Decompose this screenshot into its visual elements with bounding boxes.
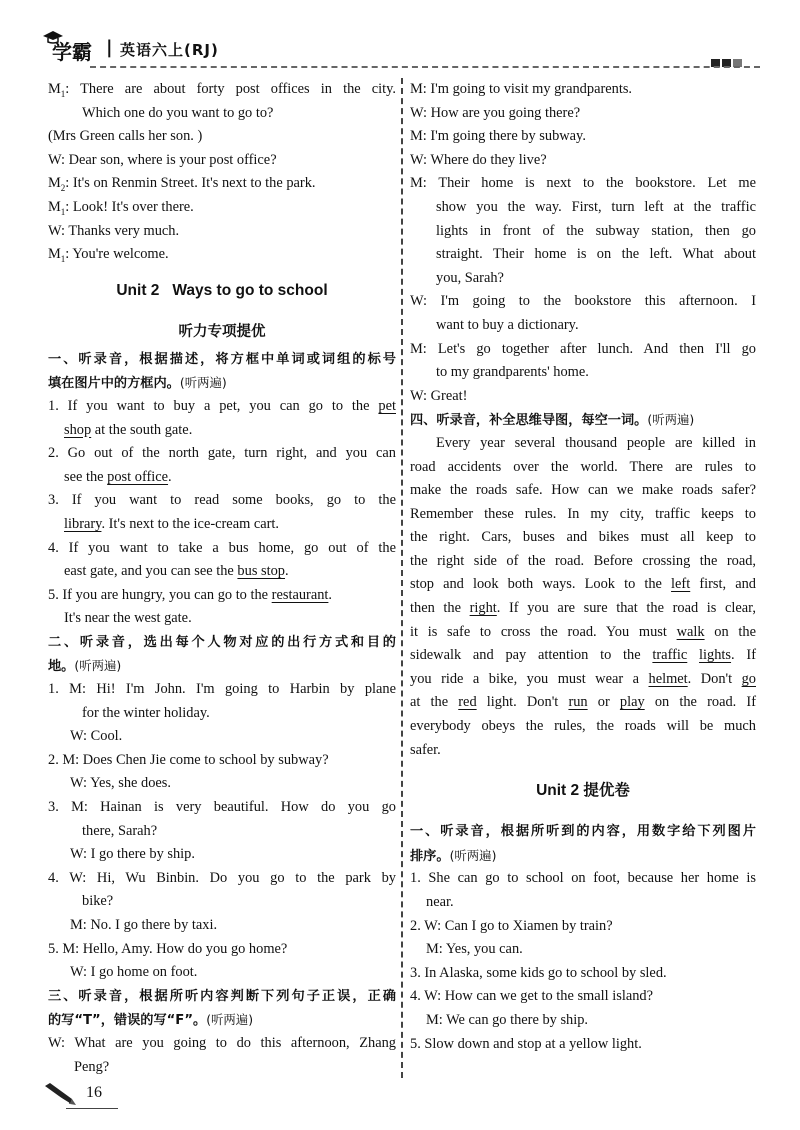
unit-title: Unit 2 Ways to go to school <box>116 281 328 299</box>
question-line: 4. W: How can we get to the small island? <box>410 988 653 1005</box>
question-line: It's near the west gate. <box>64 610 192 627</box>
dialogue-line: M: I'm going there by subway. <box>410 128 586 145</box>
text-line: (Mrs Green calls her son. ) <box>48 128 203 145</box>
unit-title: Unit 2 提优卷 <box>536 782 630 800</box>
passage-line: the right. Cars, buses and bikes must all keep to <box>410 529 756 546</box>
dialogue-line: Peng? <box>74 1058 110 1075</box>
book-subject: 英语六上(RJ) <box>120 41 219 59</box>
text-line: $M_1$: You're welcome. <box>48 246 169 265</box>
page-number: 16 <box>86 1084 102 1101</box>
column-divider <box>401 78 403 1078</box>
passage-line: at the red light. Don't run or play on the road. If <box>410 694 756 711</box>
section-heading: 的写“T”，错误的写“F”。(听两遍) <box>48 1012 254 1029</box>
dialogue-line: W: Where do they live? <box>410 151 547 168</box>
dialogue-line: bike? <box>82 893 114 910</box>
dialogue-line: 1. M: Hi! I'm John. I'm going to Harbin by plane <box>48 681 396 698</box>
dialogue-line: M: I'm going to visit my grandparents. <box>410 81 633 97</box>
dialogue-line: W: Cool. <box>70 728 123 745</box>
question-line: 2. Go out of the north gate, turn right, and you can <box>48 445 396 462</box>
passage-line: make the roads safe. How can we make roads safer? <box>410 482 756 499</box>
passage-line: Every year several thousand people are killed in <box>436 434 756 451</box>
section-subtitle: 听力专项提优 <box>178 323 266 340</box>
section-heading: 三、听录音，根据所听内容判断下列句子正误，正确 <box>48 988 396 1004</box>
passage-line: Remember these rules. In my city, traffic keeps to <box>410 505 756 522</box>
dialogue-line: W: Great! <box>410 387 468 404</box>
section-heading: 二、听录音，选出每个人物对应的出行方式和目的 <box>48 634 396 650</box>
passage-line: everybody obeys the rules, the roads will be much <box>410 718 756 735</box>
footer-rule <box>66 1108 118 1109</box>
dialogue-line: there, Sarah? <box>82 822 158 839</box>
dialogue-line: W: I go home on foot. <box>70 964 198 981</box>
dialogue-line: W: I'm going to the bookstore this afternoon. I <box>410 293 756 310</box>
header-decoration <box>709 54 742 72</box>
section-heading: 地。(听两遍) <box>48 658 122 675</box>
question-line: M: We can go there by ship. <box>426 1011 589 1028</box>
dialogue-line: M: Let's go together after lunch. And then I'll go <box>410 340 756 357</box>
section-heading: 一、听录音，根据描述，将方框中单词或词组的标号 <box>48 351 396 367</box>
dialogue-line: to my grandparents' home. <box>436 364 589 381</box>
dialogue-line: W: Yes, she does. <box>70 775 171 792</box>
dialogue-line: you, Sarah? <box>436 269 504 286</box>
passage-line: road accidents over the world. There are rules to <box>410 458 756 475</box>
text-line: $M_1$: There are about forty post offices in the city. <box>48 81 396 99</box>
question-line: 2. W: Can I go to Xiamen by train? <box>410 917 613 934</box>
question-line: east gate, and you can see the bus stop. <box>64 563 289 580</box>
header-rule <box>90 66 760 68</box>
passage-line: then the right. If you are sure that the road is clear, <box>410 600 756 617</box>
question-line: 3. In Alaska, some kids go to school by sled. <box>410 964 667 981</box>
section-heading: 一、听录音，根据所听到的内容，用数字给下列图片 <box>410 824 756 840</box>
dialogue-line: straight. Their home is on the left. What about <box>436 246 756 263</box>
text-line: $M_2$: It's on Renmin Street. It's next to the park. <box>48 175 316 194</box>
question-line: 5. If you are hungry, you can go to the restaurant. <box>48 586 333 603</box>
question-line: library. It's next to the ice-cream cart. <box>64 515 280 532</box>
question-line: 5. Slow down and stop at a yellow light. <box>410 1035 642 1052</box>
dialogue-line: 4. W: Hi, Wu Binbin. Do you go to the park by <box>48 869 396 886</box>
dialogue-line: 5. M: Hello, Amy. How do you go home? <box>48 940 288 957</box>
dialogue-line: show you the way. First, turn left at the traffic <box>436 198 756 215</box>
left-column <box>48 78 396 1079</box>
text-line: W: Thanks very much. <box>48 222 180 239</box>
question-line: M: Yes, you can. <box>426 941 523 958</box>
passage-line: it is safe to cross the road. You must walk on the <box>410 623 756 640</box>
section-heading: 填在图片中的方框内。(听两遍) <box>48 375 227 392</box>
dialogue-line: want to buy a dictionary. <box>436 316 579 333</box>
question-line: shop at the south gate. <box>64 421 193 438</box>
passage-line: safer. <box>410 741 441 758</box>
question-line: near. <box>426 894 454 910</box>
page-header <box>40 30 760 64</box>
question-line: see the post office. <box>64 468 172 485</box>
dialogue-line: W: How are you going there? <box>410 104 581 121</box>
right-column <box>410 78 756 1056</box>
dialogue-line: W: I go there by ship. <box>70 846 195 863</box>
dialogue-line: for the winter holiday. <box>82 704 210 721</box>
question-line: 3. If you want to read some books, go to the <box>48 492 396 509</box>
question-line: 1. If you want to buy a pet, you can go to the pet <box>48 397 396 414</box>
dialogue-line: 2. M: Does Chen Jie come to school by subway? <box>48 751 329 768</box>
passage-line: you ride a bike, you must wear a helmet. Don't go <box>410 670 756 687</box>
text-line: $M_1$: Look! It's over there. <box>48 198 194 217</box>
section-heading: 四、听录音，补全思维导图，每空一词。(听两遍) <box>410 412 695 429</box>
pencil-icon <box>42 1082 78 1106</box>
question-line: 1. She can go to school on foot, because her home is <box>410 870 756 887</box>
passage-line: stop and look both ways. Look to the left first, and <box>410 576 756 593</box>
section-heading: 排序。(听两遍) <box>410 847 497 864</box>
dialogue-line: W: What are you going to do this afternoon, Zhang <box>48 1034 396 1051</box>
header-separator: | <box>106 37 113 58</box>
dialogue-line: lights in front of the subway station, then go <box>436 222 756 239</box>
dialogue-line: M: Their home is next to the bookstore. Let me <box>410 175 756 192</box>
question-line: 4. If you want to take a bus home, go out of the <box>48 539 396 556</box>
dialogue-line: M: No. I go there by taxi. <box>70 917 218 933</box>
brand-logo: 学霸 <box>52 40 92 64</box>
passage-line: sidewalk and pay attention to the traffic lights. If <box>410 647 756 664</box>
text-line: Which one do you want to go to? <box>82 104 274 121</box>
page-footer <box>42 1080 142 1110</box>
passage-line: the right side of the road. Before crossing the road, <box>410 552 756 569</box>
dialogue-line: 3. M: Hainan is very beautiful. How do you go <box>48 799 396 816</box>
text-line: W: Dear son, where is your post office? <box>48 151 277 168</box>
